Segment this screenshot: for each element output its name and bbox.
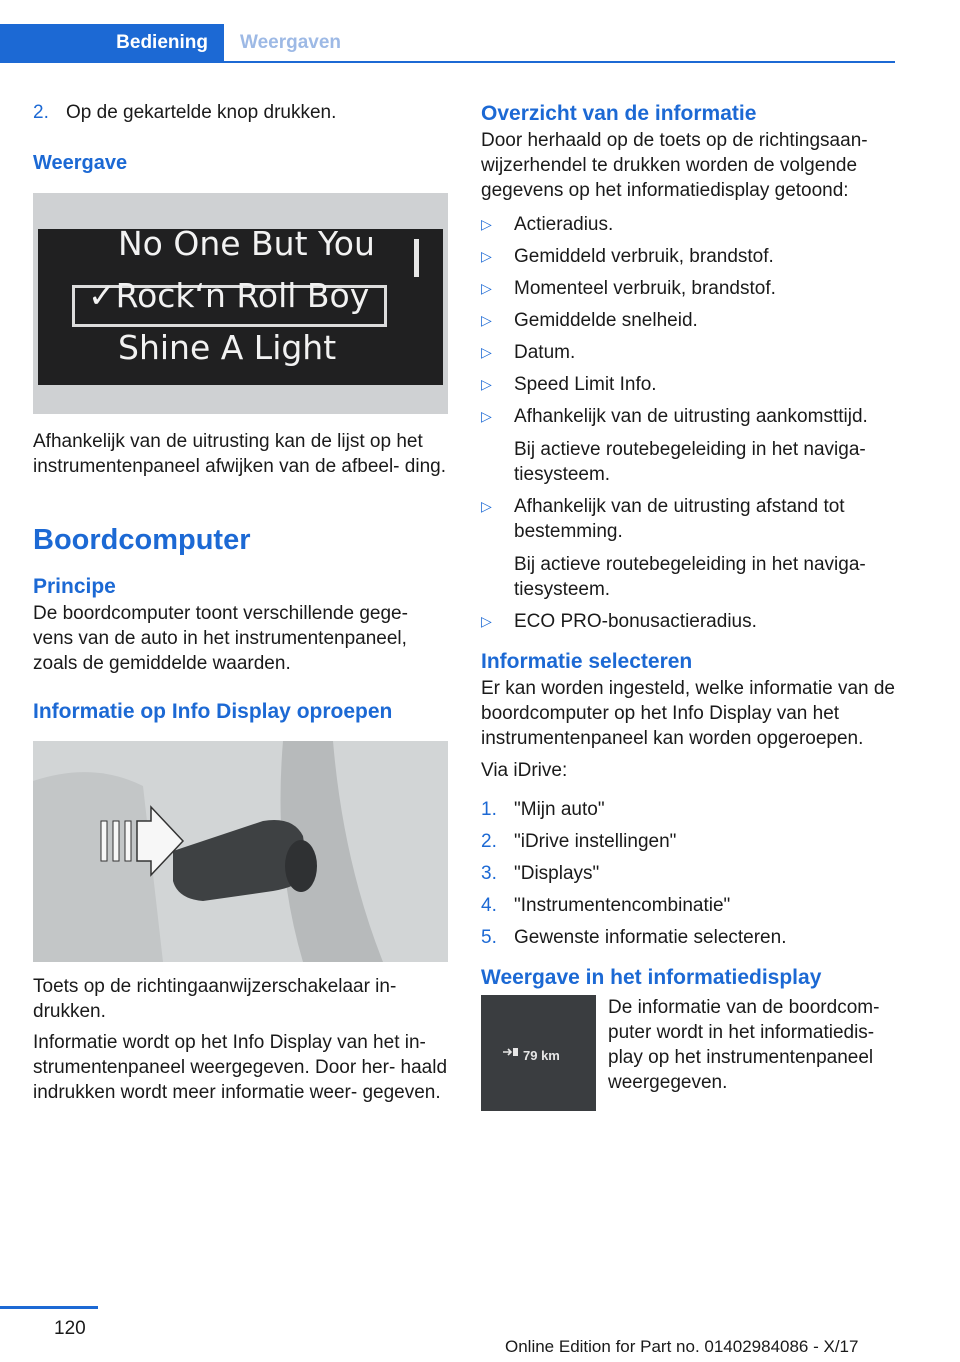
menu-caption: Afhankelijk van de uitrusting kan de lijst op het instrumentenpaneel afwijken van de afbeel‑ ding. [33, 431, 446, 477]
bullet-item [481, 372, 896, 397]
oproepen-heading: Informatie op Info Display oproepen [33, 700, 393, 723]
idrive-step [481, 797, 896, 822]
bullet-item [481, 212, 896, 237]
display-screen [38, 224, 443, 385]
idrive-step [481, 893, 896, 918]
step-number: 1. [481, 799, 497, 820]
selecteren-heading: Informatie selecteren [481, 650, 693, 673]
menu-line-1: No One But You [118, 224, 375, 263]
idrive-step [481, 861, 896, 886]
menu-display-image [33, 193, 448, 414]
via-idrive-label: Via iDrive: [481, 760, 568, 781]
range-icon [503, 1047, 519, 1057]
display-text: De informatie van de boordcom‑ puter wordt in het informatiedis‑ play op het instrumentenpaneel weergegeven. [608, 997, 880, 1093]
bullet-text: Gemiddeld verbruik, brandstof. [514, 246, 774, 267]
bullet-item [481, 244, 896, 269]
tab-weergaven[interactable]: Weergaven [240, 32, 342, 53]
tab-bediening[interactable]: Bediening [0, 24, 224, 61]
stalk-caption: Toets op de richtingaanwijzerschakelaar in‑ drukken. [33, 976, 397, 1022]
bullet-subtext: Bij actieve routebegeleiding in het naviga‑ tiesysteem. [514, 554, 866, 600]
turn-signal-stalk-image [33, 741, 448, 962]
bullet-text: Momenteel verbruik, brandstof. [514, 278, 776, 299]
bullet-text: Datum. [514, 342, 576, 363]
triangle-bullet-icon: ▷ [481, 376, 492, 392]
step-number: 2. [33, 102, 49, 123]
bullet-item [481, 609, 896, 634]
menu-line-3: Shine A Light [118, 328, 337, 367]
step-text: "Instrumentencombinatie" [514, 895, 731, 916]
left-column [33, 100, 448, 1105]
bullet-item [481, 404, 896, 487]
bullet-text: Afhankelijk van de uitrusting aankomsttijd. [514, 406, 868, 427]
section-tabs [0, 24, 895, 63]
triangle-bullet-icon: ▷ [481, 344, 492, 360]
display-block [481, 995, 896, 1111]
scrollbar-indicator [414, 239, 419, 277]
bullet-text: Afhankelijk van de uitrusting afstand tot bestemming. [514, 496, 845, 542]
weergave-heading: Weergave [33, 152, 128, 174]
triangle-bullet-icon: ▷ [481, 613, 492, 629]
triangle-bullet-icon: ▷ [481, 312, 492, 328]
step-2 [33, 100, 448, 125]
triangle-bullet-icon: ▷ [481, 280, 492, 296]
principe-text: De boordcomputer toont verschillende gege‑ vens van de auto in het instrumentenpaneel, zoals de gemiddelde waarden. [33, 603, 408, 674]
stalk-illustration [33, 741, 448, 962]
info-bullet-list [481, 212, 896, 634]
bullet-text: ECO PRO-bonusactieradius. [514, 611, 757, 632]
bullet-text: Actieradius. [514, 214, 614, 235]
page-number: 120 [54, 1318, 86, 1339]
boordcomputer-title: Boordcomputer [33, 524, 251, 556]
overzicht-text: Door herhaald op de toets op de richtingsaan‑ wijzerhendel te drukken worden de volgende gegevens op het informatiedisplay getoond: [481, 130, 868, 201]
step-text: "iDrive instellingen" [514, 831, 677, 852]
right-column [481, 100, 896, 1111]
bullet-item [481, 340, 896, 365]
triangle-bullet-icon: ▷ [481, 408, 492, 424]
info-display-image [481, 995, 596, 1111]
menu-line-2: ✓Rock‘n Roll Boy [88, 276, 370, 315]
idrive-step [481, 925, 896, 950]
bullet-subtext: Bij actieve routebegeleiding in het naviga‑ tiesysteem. [514, 439, 866, 485]
bullet-item [481, 308, 896, 333]
triangle-bullet-icon: ▷ [481, 248, 492, 264]
step-number: 5. [481, 927, 497, 948]
idrive-step [481, 829, 896, 854]
step-number: 2. [481, 831, 497, 852]
bullet-item [481, 276, 896, 301]
bullet-text: Gemiddelde snelheid. [514, 310, 698, 331]
weergave-display-heading: Weergave in het informatiedisplay [481, 966, 822, 989]
step-text: "Displays" [514, 863, 600, 884]
edition-text: Online Edition for Part no. 01402984086 - X/17 [505, 1337, 859, 1356]
step-text: "Mijn auto" [514, 799, 605, 820]
range-readout: 79 km [523, 1048, 560, 1063]
principe-heading: Principe [33, 575, 116, 598]
idrive-step-list [481, 797, 896, 950]
step-number: 4. [481, 895, 497, 916]
step-text: Gewenste informatie selecteren. [514, 927, 787, 948]
selecteren-text: Er kan worden ingesteld, welke informatie van de boordcomputer op het Info Display van het instrumentenpaneel kan worden opgeroepen. [481, 678, 896, 749]
footer-rule [0, 1306, 98, 1309]
triangle-bullet-icon: ▷ [481, 498, 492, 514]
overzicht-heading: Overzicht van de informatie [481, 102, 757, 125]
step-number: 3. [481, 863, 497, 884]
triangle-bullet-icon: ▷ [481, 216, 492, 232]
stalk-text: Informatie wordt op het Info Display van het in‑ strumentenpaneel weergegeven. Door her‑ haald indrukken wordt meer informatie weer‑ gegeven. [33, 1032, 448, 1103]
bullet-text: Speed Limit Info. [514, 374, 657, 395]
bullet-item [481, 494, 896, 602]
step-text: Op de gekartelde knop drukken. [66, 102, 337, 123]
